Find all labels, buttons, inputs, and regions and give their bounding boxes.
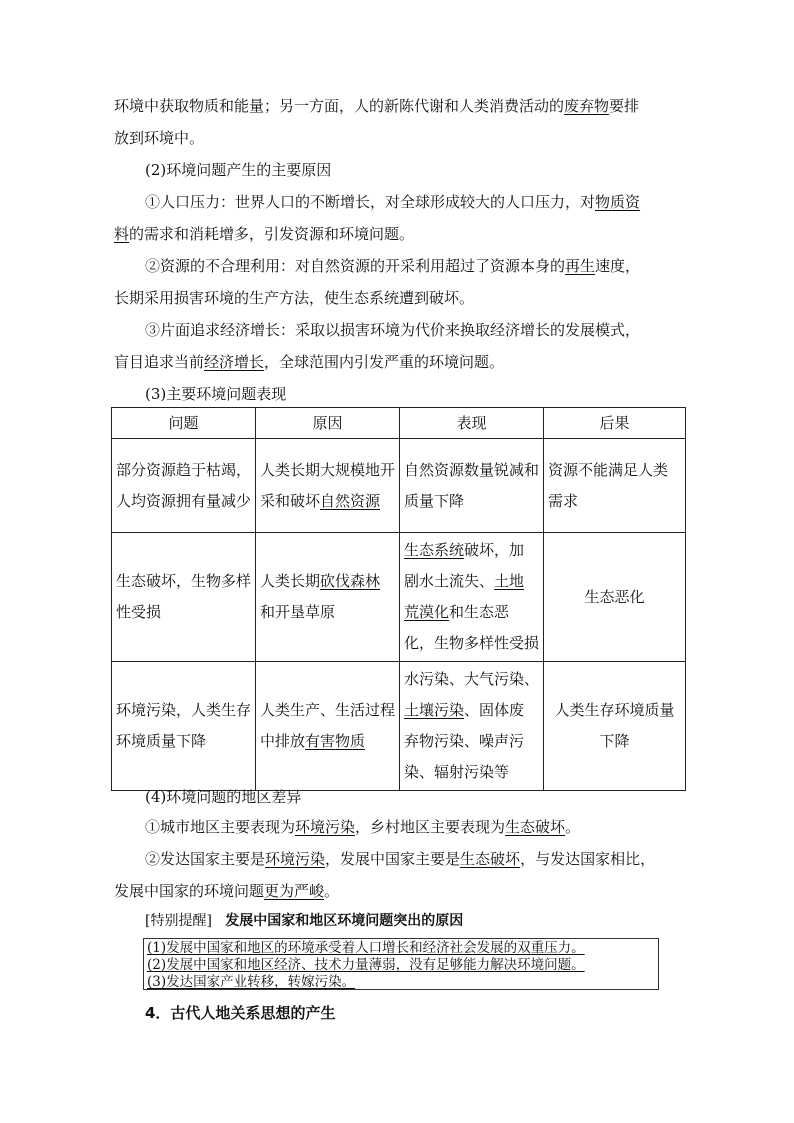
- cell-cause: [256, 533, 400, 662]
- cell-problem: 生态破坏，生物多样性受损: [112, 533, 256, 662]
- text-run: 人类生产、生活过程中排放: [260, 701, 396, 750]
- text-run: 水污染、大气污染、: [404, 670, 540, 688]
- underlined-keyword: 废弃物: [564, 97, 610, 115]
- underlined-keyword: 环境污染: [295, 818, 356, 836]
- underlined-keyword: 砍伐森林: [320, 572, 381, 590]
- text-run: 破坏，加剧水土流失、: [404, 541, 525, 590]
- paragraph-line: 放到环境中。: [114, 129, 205, 147]
- header-cause: 原因: [256, 408, 400, 439]
- text-run: 人类长期: [260, 572, 321, 590]
- underlined-keyword: 再生: [565, 257, 596, 275]
- reminder-tag: [特别提醒]: [145, 913, 212, 929]
- header-problem: 问题: [112, 408, 256, 439]
- header-show: 表现: [400, 408, 544, 439]
- underlined-keyword: 经济增长: [204, 353, 265, 371]
- text-run: ①城市地区主要表现为: [145, 818, 296, 836]
- text-run: 和开垦草原: [260, 603, 336, 621]
- section-heading-4: (4)环境问题的地区差异: [145, 788, 302, 806]
- table-row: [112, 533, 686, 662]
- underlined-keyword: 有害物质: [305, 732, 366, 750]
- paragraph-line: [145, 817, 580, 837]
- paragraph-line: [114, 352, 504, 372]
- table-row: [112, 662, 686, 791]
- text-run: 。: [565, 818, 581, 836]
- reminder-heading: 发展中国家和地区环境问题突出的原因: [225, 913, 464, 929]
- section-heading-3: (3)主要环境问题表现: [145, 385, 287, 403]
- special-reminder-title: [145, 912, 463, 930]
- table-row: [112, 439, 686, 533]
- underlined-keyword: 环境污染: [265, 850, 326, 868]
- underlined-keyword: 生态破坏: [505, 818, 566, 836]
- section-heading-2: (2)环境问题产生的主要原因: [145, 161, 332, 179]
- paragraph-line: [114, 881, 339, 901]
- text-run: ，与发达国家相比，: [520, 850, 656, 868]
- table-header-row: [112, 408, 686, 439]
- cell-show: [400, 533, 544, 662]
- text-run: ②资源的不合理利用：对自然资源的开采利用超过了资源本身的: [145, 257, 566, 275]
- text-run: ，发展中国家主要是: [325, 850, 461, 868]
- cell-result: 资源不能满足人类需求: [544, 439, 686, 533]
- cell-result: 生态恶化: [544, 533, 686, 662]
- underlined-keyword: 自然资源: [320, 491, 381, 510]
- text-run: 环境中获取物质和能量；另一方面，人的新陈代谢和人类消费活动的: [114, 97, 565, 115]
- text-run: 、固体废弃物污染、噪声污染、辐射污染等: [404, 701, 525, 781]
- paragraph-line: ③片面追求经济增长：采取以损害环境为代价来换取经济增长的发展模式，: [145, 321, 641, 339]
- paragraph-line: [114, 96, 639, 116]
- text-run: ，全球范围内引发严重的环境问题。: [264, 353, 505, 371]
- cell-show: 自然资源数量锐减和质量下降: [400, 439, 544, 533]
- underlined-keyword: 物质资: [595, 193, 641, 211]
- paragraph-line: [145, 192, 640, 212]
- cell-result: 人类生存环境质量下降: [544, 662, 686, 791]
- text-run: 盲目追求当前: [114, 353, 205, 371]
- text-run: 。: [324, 882, 340, 900]
- paragraph-line: [114, 224, 414, 244]
- underlined-keyword: 生态系统: [404, 541, 465, 559]
- paragraph-line: 长期采用损害环境的生产方法，使生态系统遭到破坏。: [114, 289, 475, 307]
- text-run: ，乡村地区主要表现为: [355, 818, 506, 836]
- cell-cause: [256, 662, 400, 791]
- text-run: 发展中国家的环境问题: [114, 882, 265, 900]
- text-run: ①人口压力：世界人口的不断增长，对全球形成较大的人口压力，对: [145, 193, 596, 211]
- text-run: ②发达国家主要是: [145, 850, 266, 868]
- underlined-keyword: 土壤污染: [404, 701, 465, 719]
- underlined-keyword: 生态破坏: [460, 850, 521, 868]
- text-run: 速度，: [595, 257, 641, 275]
- text-run: 要排: [609, 97, 640, 115]
- reminder-box: [143, 938, 659, 990]
- underlined-keyword: 土地荒漠化: [404, 572, 525, 621]
- header-result: 后果: [544, 408, 686, 439]
- cell-problem: 部分资源趋于枯竭，人均资源拥有量减少: [112, 439, 256, 533]
- reminder-item: (3)发达国家产业转移，转嫁污染。: [147, 974, 356, 990]
- cell-show: [400, 662, 544, 791]
- cell-cause: [256, 439, 400, 533]
- underlined-keyword: 更为严峻: [264, 882, 325, 900]
- text-run: 人类长期大规模地开采和破坏: [260, 460, 396, 510]
- reminder-item: (1)发展中国家和地区的环境承受着人口增长和经济社会发展的双重压力。: [147, 940, 585, 956]
- section-heading-numbered: 4．古代人地关系思想的产生: [145, 1004, 336, 1022]
- text-run: 和生态恶化，生物多样性受损: [404, 603, 540, 652]
- paragraph-line: [145, 849, 655, 869]
- cell-problem: 环境污染，人类生存环境质量下降: [112, 662, 256, 791]
- paragraph-line: [145, 256, 640, 276]
- reminder-item: (2)发展中国家和地区经济、技术力量薄弱，没有足够能力解决环境问题。: [147, 957, 585, 973]
- environment-problems-table: [111, 407, 686, 791]
- text-run: 的需求和消耗增多，引发资源和环境问题。: [129, 225, 415, 243]
- underlined-keyword: 料: [114, 225, 130, 243]
